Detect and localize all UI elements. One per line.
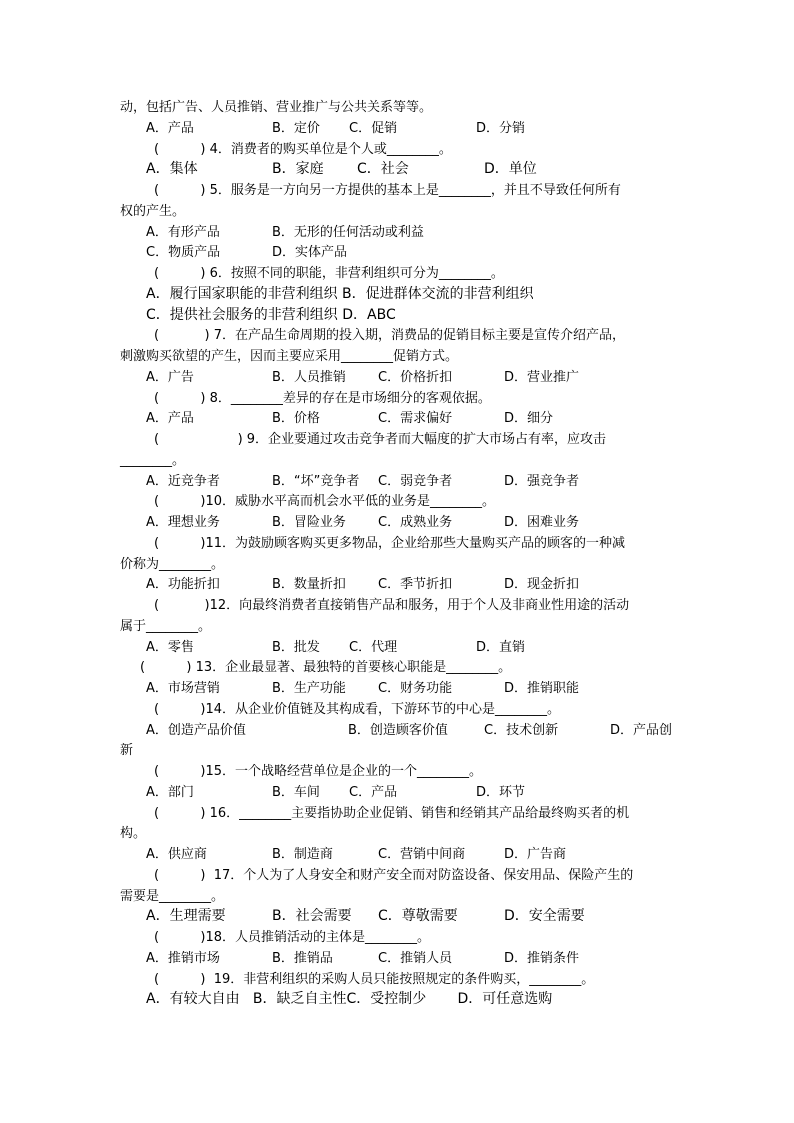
answer-option: D．实体产品 <box>272 245 348 261</box>
answer-option: C．财务功能 <box>378 681 453 696</box>
answer-option: D．现金折扣 <box>504 577 580 593</box>
answer-option: D．安全需要 <box>504 908 585 925</box>
answer-option: C．推销人员 <box>378 950 453 966</box>
answer-option: A．生理需要 <box>146 908 226 925</box>
answer-option: C．代理 <box>349 639 398 655</box>
answer-option: A．近竞争者 <box>146 473 220 489</box>
answer-options: C．提供社会服务的非营利组织 D．ABC <box>146 306 396 323</box>
question-continuation: 价称为________。 <box>120 556 225 572</box>
question-stem: ( ) 13．企业最显著、最独特的首要核心职能是________。 <box>140 660 512 676</box>
answer-option: B．人员推销 <box>272 369 346 385</box>
question-continuation: 新 <box>120 743 134 759</box>
question-continuation: 刺激购买欲望的产生，因而主要应采用________促销方式。 <box>120 349 459 364</box>
answer-option: A．集体 <box>146 161 198 178</box>
question-continuation: 权的产生。 <box>120 203 186 219</box>
answer-option: A．部门 <box>146 784 194 800</box>
answer-option: A．零售 <box>146 639 194 655</box>
question-stem: ( ) 6．按照不同的职能，非营利组织可分为________。 <box>154 266 504 281</box>
answer-option: D．环节 <box>476 784 526 800</box>
question-stem: ( ) 4．消费者的购买单位是个人或________。 <box>154 141 452 157</box>
answer-option: C．物质产品 <box>146 245 221 261</box>
answer-option: B．车间 <box>272 784 320 800</box>
answer-option: A．推销市场 <box>146 950 220 966</box>
answer-option: A．有形产品 <box>146 224 220 240</box>
question-stem: ( ) 8．________差异的存在是市场细分的客观依据。 <box>154 390 491 406</box>
answer-option: B．定价 <box>272 120 320 136</box>
answer-option: D．强竞争者 <box>504 473 580 489</box>
answer-option: D．营业推广 <box>504 369 580 385</box>
answer-option: C．营销中间商 <box>378 847 466 862</box>
question-stem: ( )11．为鼓励顾客购买更多物品，企业给那些大量购买产品的顾客的一种减 <box>154 535 626 551</box>
answer-option: C．尊敬需要 <box>378 908 458 925</box>
answer-option: C．社会 <box>357 161 409 178</box>
answer-option: B．制造商 <box>272 847 333 862</box>
question-stem: ( )12．向最终消费者直接销售产品和服务，用于个人及非商业性用途的活动 <box>154 598 630 613</box>
answer-option: C．技术创新 <box>484 722 559 738</box>
answer-option: A．产品 <box>146 120 194 136</box>
answer-option: A．市场营销 <box>146 681 220 696</box>
question-stem: ( ) 17．个人为了人身安全和财产安全而对防盗设备、保安用品、保险产生的 <box>154 867 634 883</box>
answer-option: C．产品 <box>349 784 398 800</box>
question-stem: ( )18．人员推销活动的主体是________。 <box>154 930 431 945</box>
answer-option: B．生产功能 <box>272 681 346 696</box>
answer-option: C．弱竞争者 <box>378 473 453 489</box>
answer-option: D．广告商 <box>504 847 567 862</box>
answer-option: D．细分 <box>504 411 554 427</box>
question-stem: ( ) 16．________主要指协助企业促销、销售和经销其产品给最终购买者的机 <box>154 805 630 821</box>
answer-option: B．数量折扣 <box>272 577 346 593</box>
answer-option: C．促销 <box>349 120 398 136</box>
answer-options: A．履行国家职能的非营利组织 B．促进群体交流的非营利组织 <box>146 285 534 302</box>
answer-option: B．社会需要 <box>272 908 352 925</box>
answer-option: B．价格 <box>272 411 320 427</box>
answer-option: B．推销品 <box>272 950 333 966</box>
answer-option: B．创造顾客价值 <box>348 722 448 738</box>
answer-option: A．产品 <box>146 411 194 427</box>
answer-option: B．“坏”竞争者 <box>272 473 360 489</box>
answer-option: C．成熟业务 <box>378 515 453 530</box>
answer-option: D．单位 <box>484 161 537 178</box>
answer-option: D．分销 <box>476 120 526 136</box>
answer-option: D．直销 <box>476 639 526 655</box>
question-stem: ( )14．从企业价值链及其构成看，下游环节的中心是________。 <box>154 701 561 717</box>
question-stem: ( ) 5．服务是一方向另一方提供的基本上是________，并且不导致任何所有 <box>154 183 621 198</box>
question-stem: ( ) 19．非营利组织的采购人员只能按照规定的条件购买，________。 <box>154 971 595 987</box>
answer-option: A．供应商 <box>146 847 207 862</box>
question-continuation: 动，包括广告、人员推销、营业推广与公共关系等等。 <box>120 100 433 115</box>
answer-option: A．广告 <box>146 369 194 385</box>
answer-option: A．创造产品价值 <box>146 722 246 738</box>
answer-option: C．季节折扣 <box>378 577 453 593</box>
answer-option: C．价格折扣 <box>378 369 453 385</box>
answer-option: B．批发 <box>272 639 320 655</box>
question-continuation: 构。 <box>120 826 147 842</box>
answer-option: A．功能折扣 <box>146 577 220 593</box>
question-continuation: ________。 <box>120 452 186 468</box>
answer-options: A．有较大自由 B．缺乏自主性C．受控制少 D．可任意选购 <box>146 991 553 1008</box>
answer-option: D．产品创 <box>610 722 673 738</box>
answer-option: A．理想业务 <box>146 515 220 530</box>
question-stem: ( ) 9．企业要通过攻击竞争者而大幅度的扩大市场占有率，应攻击 <box>154 432 607 447</box>
answer-option: C．需求偏好 <box>378 411 453 427</box>
question-continuation: 需要是________。 <box>120 888 225 904</box>
question-stem: ( )15．一个战略经营单位是企业的一个________。 <box>154 764 483 779</box>
answer-option: B．无形的任何活动或利益 <box>272 224 424 240</box>
answer-option: D．困难业务 <box>504 515 580 530</box>
question-stem: ( )10．威胁水平高而机会水平低的业务是________。 <box>154 494 496 510</box>
answer-option: B．冒险业务 <box>272 515 346 530</box>
answer-option: D．推销条件 <box>504 950 580 966</box>
question-continuation: 属于________。 <box>120 618 212 634</box>
question-stem: ( ) 7．在产品生命周期的投入期，消费品的促销目标主要是宣传介绍产品， <box>154 328 626 344</box>
answer-option: D．推销职能 <box>504 681 580 696</box>
answer-option: B．家庭 <box>272 161 324 178</box>
